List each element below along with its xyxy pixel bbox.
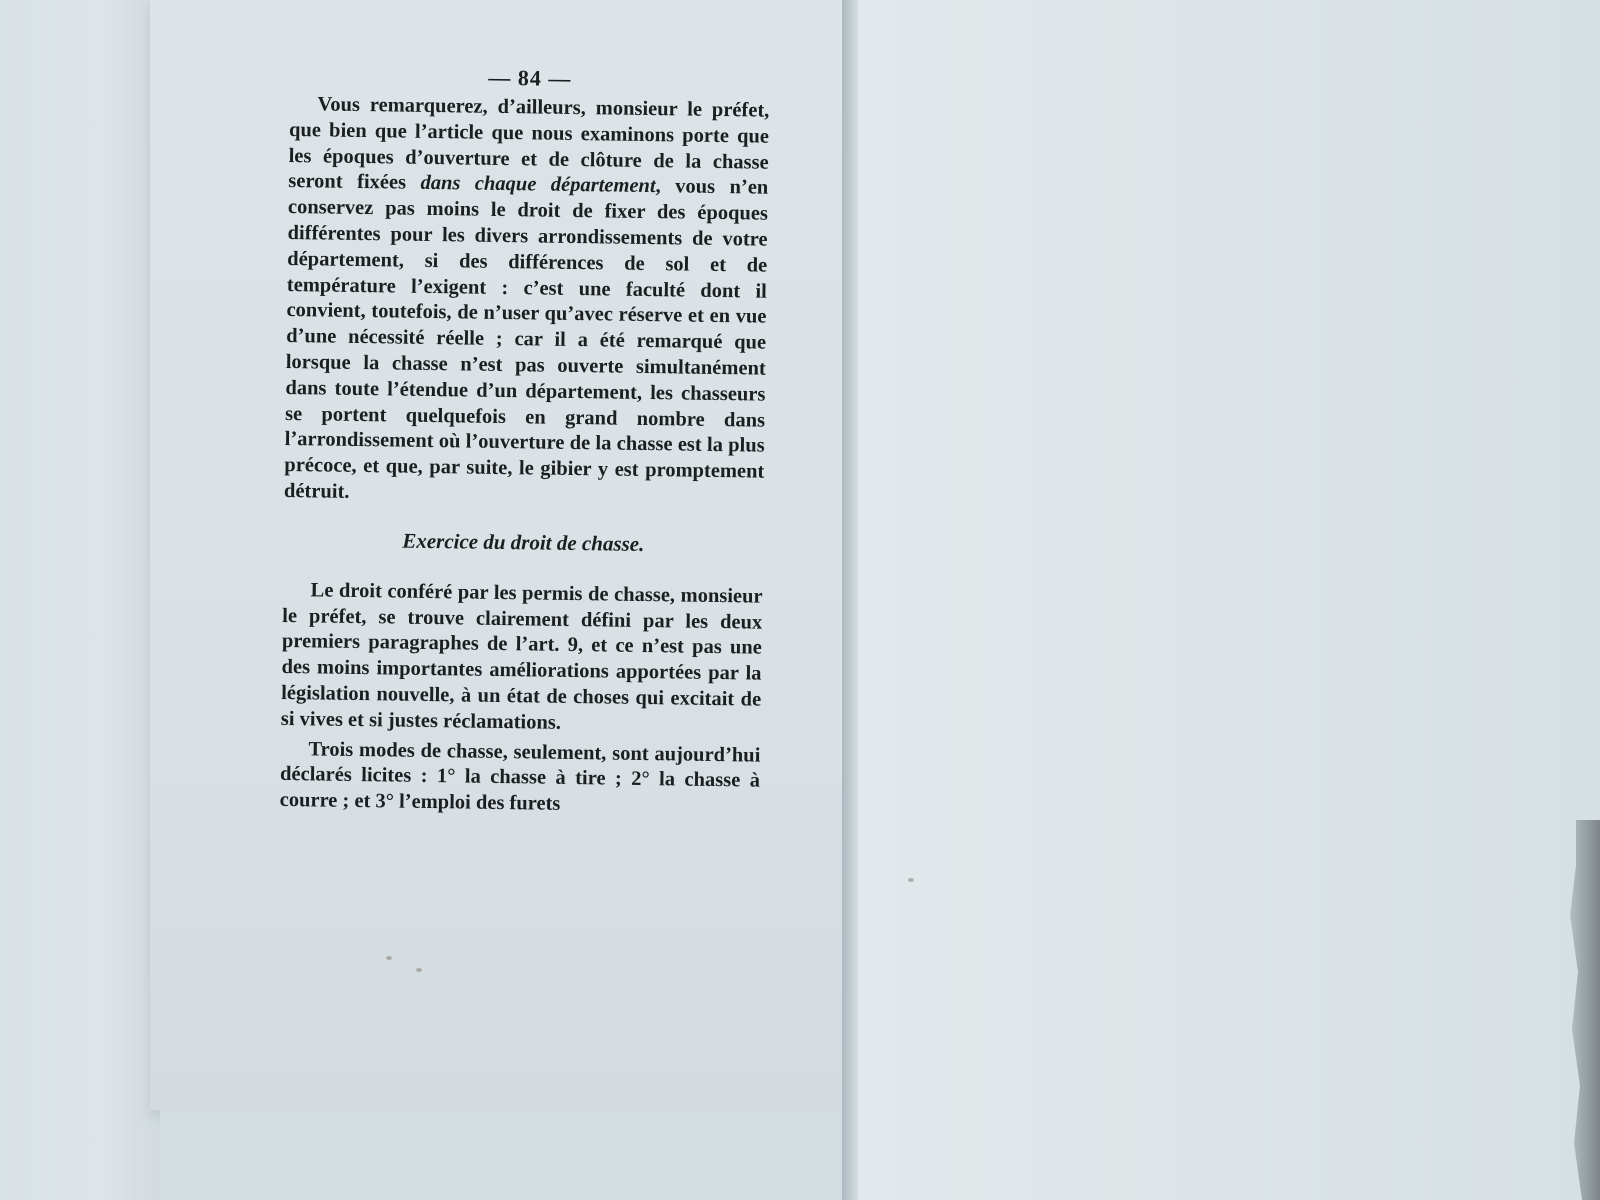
paper-speck (416, 968, 422, 972)
section-heading: Exercice du droit de chasse. (402, 528, 645, 556)
emphasis-text: dans chaque département (420, 172, 656, 198)
paragraph-text: Vous remarquerez, d’ailleurs, monsieur le préfet, que bien que l’article que nous examinons porte que les époques d’ouverture et de clôture de la chasse seront fixées (288, 93, 770, 195)
page-number: — 84 — (488, 64, 572, 91)
paper-speck (908, 878, 914, 882)
paragraph: Trois modes de chasse, seulement, sont aujourd’hui déclarés licites : 1° la chasse à tire ; 2° la chasse à courre ; et 3° l’emploi des furets (279, 737, 761, 815)
paragraph-text: , vous n’en conservez pas moins le droit de fixer des époques différentes pour les divers arrondissements de votre département, si des différences de sol et de température l’exigent : c’est une faculté dont il convient, toutefois, de n’user qu’avec réserve et en vue d’une nécessité réelle ; car il a été remarqué que lorsque la chasse n’est pas ouverte simultanément dans toute l’étendue d’un département, les chasseurs se portent quelquefois en grand nombre dans l’arrondissement où l’ouverture de la chasse est la plus précoce, et que, par suite, le gibier y est promptement détruit. (283, 175, 769, 503)
paragraph (284, 92, 770, 511)
book-cover-edge (0, 0, 170, 1200)
blank-right-page (858, 0, 1600, 1200)
paragraph: Le droit conféré par les permis de chasse, monsieur le préfet, se trouve clairement défini par les deux premiers paragraphes de l’art. 9, et ce n’est pas une des moins importantes améliorations apportées par la législation nouvelle, à un état de choses qui excitait de si vives et si justes réclamations. (280, 579, 763, 734)
left-page-lower-margin (160, 1110, 850, 1200)
page-text (280, 62, 770, 821)
paper-speck (386, 956, 392, 960)
